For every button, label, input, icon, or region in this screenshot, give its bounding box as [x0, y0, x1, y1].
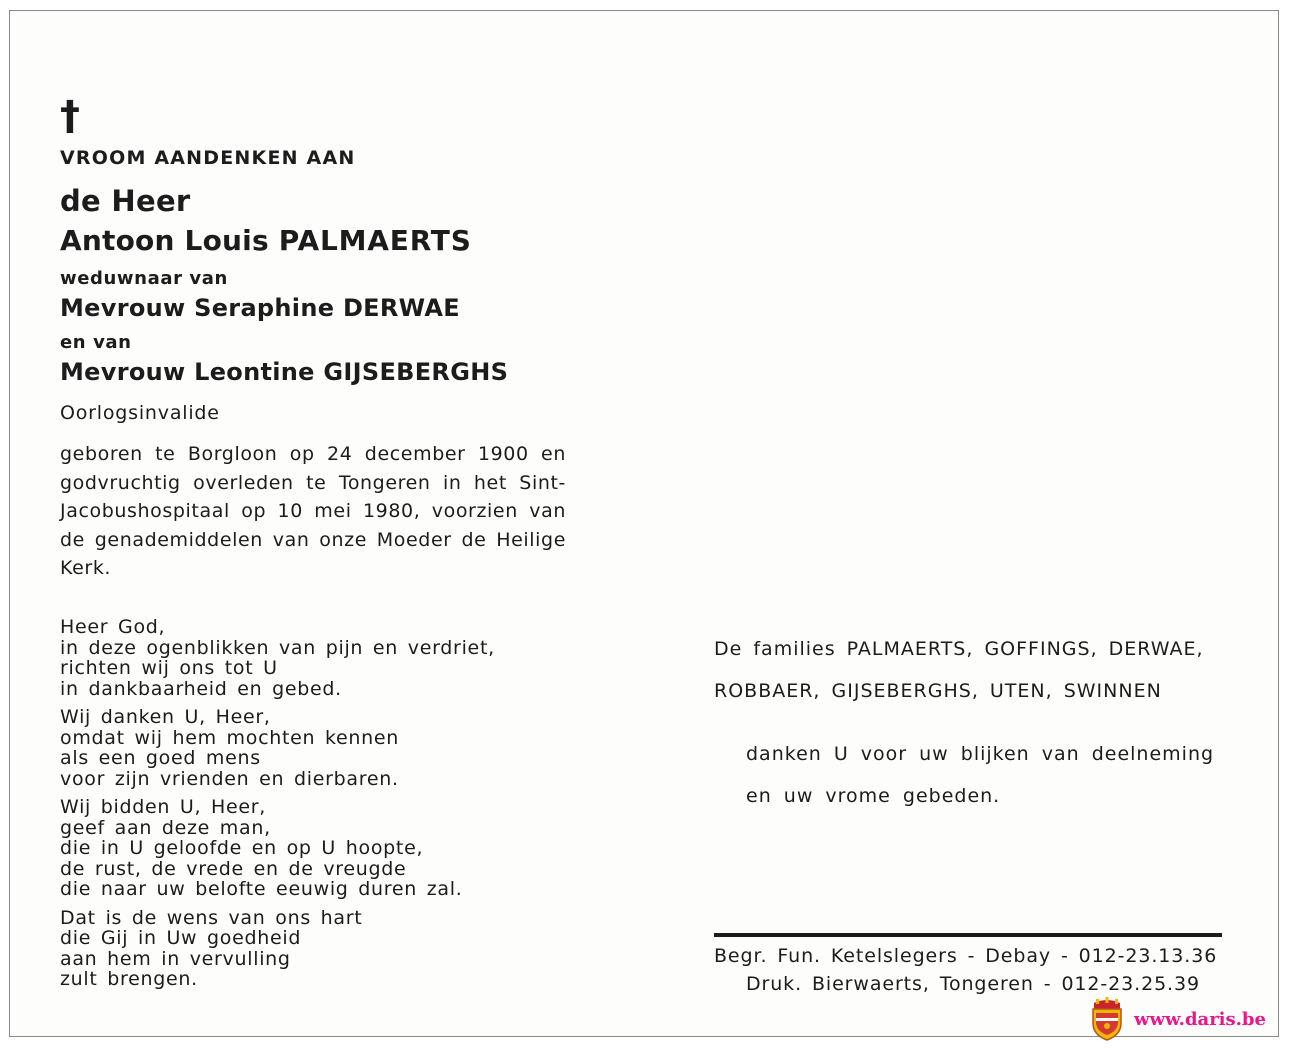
printer-line: Druk. Bierwaerts, Tongeren - 012-23.25.39 — [746, 973, 1200, 995]
deceased-name — [60, 224, 472, 257]
undertaker-line: Begr. Fun. Ketelslegers - Debay - 012-23.13.36 — [714, 945, 1218, 967]
prayer-line: zult brengen. — [60, 968, 198, 990]
thanks-text — [746, 733, 1214, 817]
families-list — [714, 628, 1204, 712]
prayer-line: die in U geloofde en op U hoopte, — [60, 837, 424, 859]
prayer-line: aan hem in vervulling — [60, 947, 291, 970]
spouse-2: Mevrouw Leontine GIJSEBERGHS — [60, 358, 509, 386]
thanks-line-2: en uw vrome gebeden. — [746, 785, 1001, 807]
prayer-line: richten wij ons tot U — [60, 657, 278, 679]
prayer-line: die naar uw belofte eeuwig duren zal. — [60, 878, 463, 900]
coat-of-arms-icon — [1088, 997, 1126, 1041]
prayer-line: Wij bidden U, Heer, — [60, 796, 267, 818]
biography: geboren te Borgloon op 24 december 1900 en godvruchtig overleden te Tongeren in het Sint-Jacobushospitaal op 10 mei 1980, voorzien van de genademiddelen van onze Moeder de Heilige Kerk. — [60, 443, 566, 579]
thanks-line-1: danken U voor uw blijken van deelneming — [746, 743, 1215, 765]
prayer-line: de rust, de vrede en de vreugde — [60, 857, 407, 880]
prayer-line: Heer God, — [60, 616, 166, 638]
families-line-1: De families PALMAERTS, GOFFINGS, DERWAE, — [714, 638, 1204, 660]
prayer-line: voor zijn vrienden en dierbaren. — [60, 767, 399, 790]
prayer-line: geef aan deze man, — [60, 816, 271, 839]
watermark-text[interactable]: www.daris.be — [1134, 1009, 1266, 1030]
and-label: en van — [60, 332, 132, 353]
intro-heading: VROOM AANDENKEN AAN — [60, 147, 356, 169]
prayer-line: als een goed mens — [60, 747, 261, 769]
prayer-line: in deze ogenblikken van pijn en verdriet, — [60, 636, 495, 659]
prayer-line: Dat is de wens van ons hart — [60, 906, 363, 929]
prayer-stanza-3 — [60, 797, 495, 900]
prayer-stanza-1 — [60, 617, 495, 699]
prayer-line: in dankbaarheid en gebed. — [60, 677, 342, 700]
deceased-surname: PALMAERTS — [278, 224, 472, 257]
divider-rule — [714, 933, 1222, 937]
prayer-stanza-2 — [60, 707, 495, 789]
spouse-1: Mevrouw Seraphine DERWAE — [60, 294, 460, 322]
prayer — [60, 617, 495, 998]
widower-label: weduwnaar van — [60, 268, 228, 289]
prayer-line: die Gij in Uw goedheid — [60, 927, 302, 949]
deceased-first-names: Antoon Louis — [60, 224, 269, 257]
prayer-line: omdat wij hem mochten kennen — [60, 726, 400, 749]
prayer-line: Wij danken U, Heer, — [60, 706, 271, 728]
prayer-stanza-4 — [60, 908, 495, 990]
status-text: Oorlogsinvalide — [60, 402, 220, 424]
families-line-2: ROBBAER, GIJSEBERGHS, UTEN, SWINNEN — [714, 680, 1162, 702]
cross-icon: † — [60, 93, 80, 139]
title-heer: de Heer — [60, 184, 191, 218]
